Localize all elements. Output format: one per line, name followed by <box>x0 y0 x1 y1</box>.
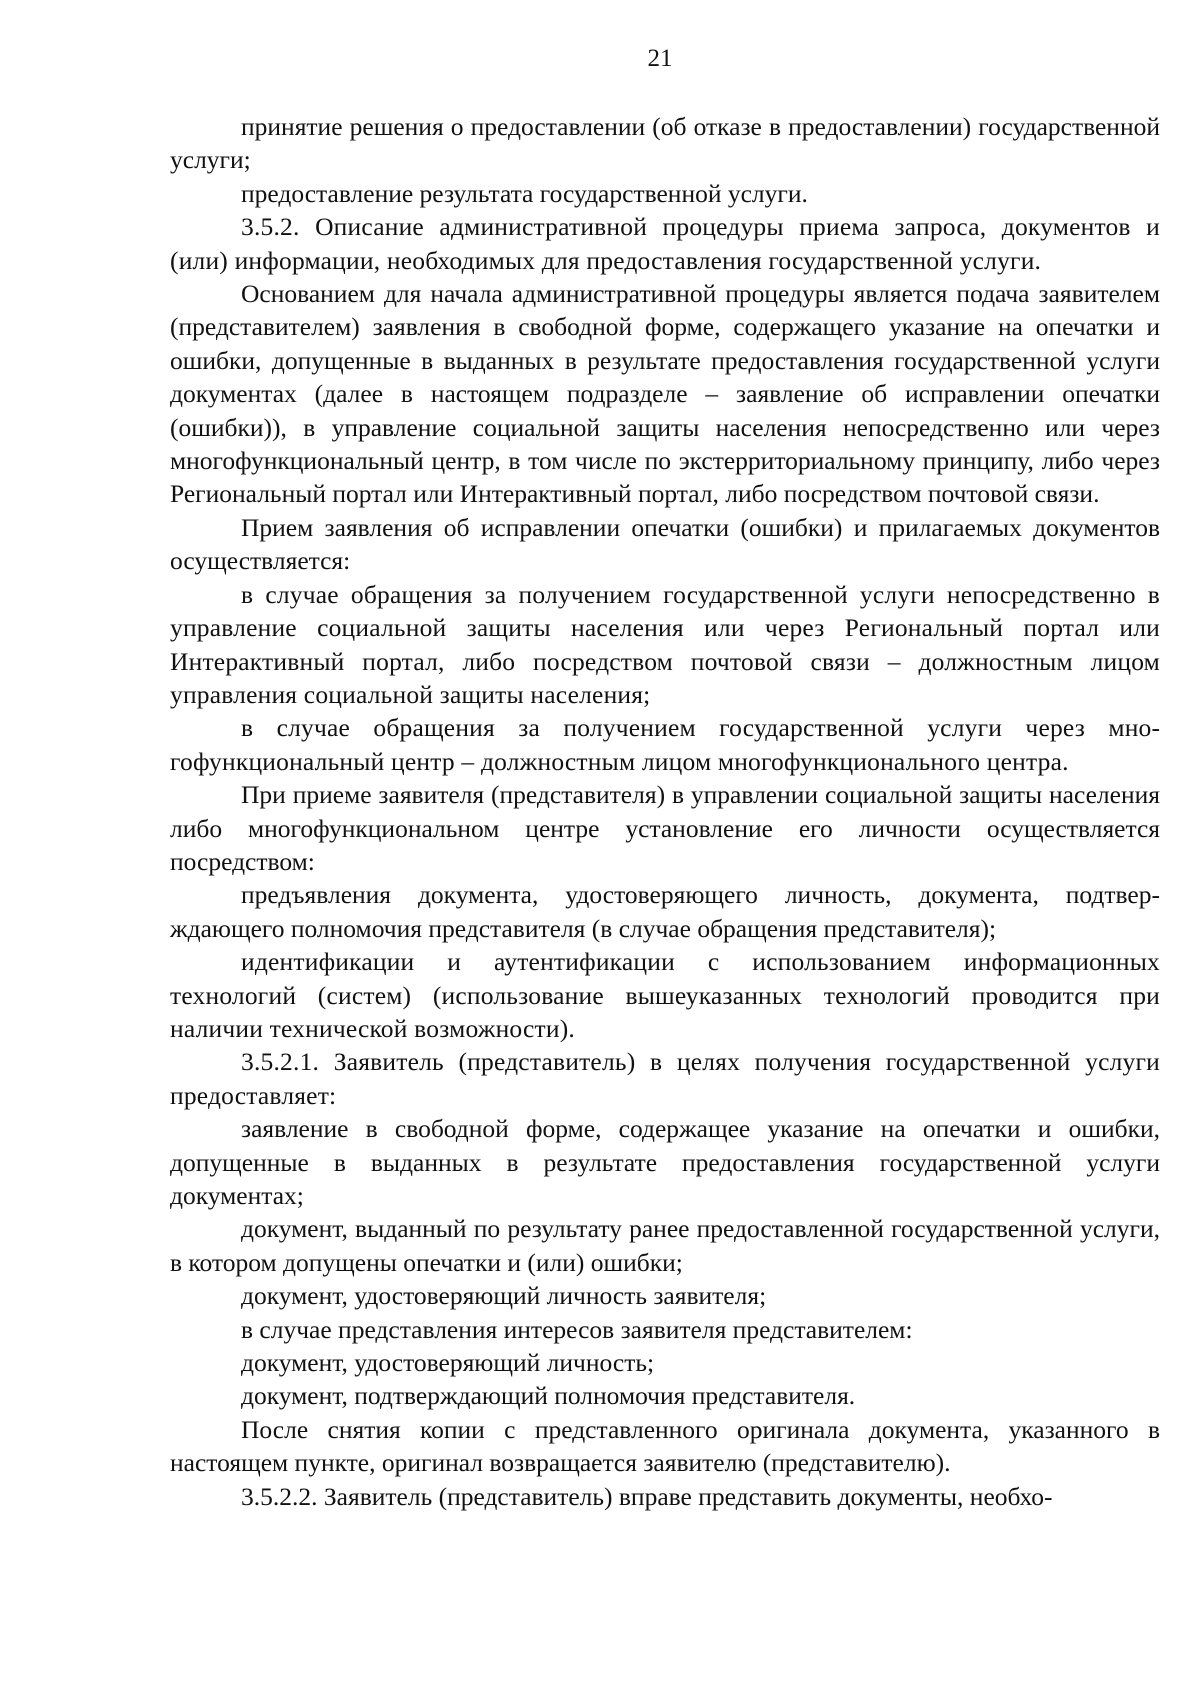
paragraph-result-provision: предоставление результата государственной услуги. <box>241 178 808 208</box>
paragraph-decision: принятие решения о предоставлении (об отказе в предоставлении) государственной услуги; <box>170 112 1160 175</box>
page-number: 21 <box>647 45 673 72</box>
paragraph-identification: идентификации и аутентификации с использованием информационных технологий (систем) (использование вышеуказанных технологий проводится при наличии технической возможности). <box>170 947 1160 1043</box>
paragraph-case-direct: в случае обращения за получением государственной услуги непосредственно в управление социальной защиты населения или через Региональный портал или Интерактивный портал, либо посредством почтовой связи – должностным лицом управления социальной защиты населения; <box>170 579 1160 709</box>
paragraph-case-mfc: в случае обращения за получением государственной услуги через многофункциональный центр – должностным лицом многофункционального центра. <box>170 713 1160 776</box>
body-text <box>170 110 1160 1513</box>
paragraph-issued-document: документ, выданный по результату ранее предоставленной государственной услуги, в котором допущены опечатки и (или) ошибки; <box>170 1214 1160 1277</box>
paragraph-application-free-form: заявление в свободной форме, содержащее указание на опечатки и ошибки, допущенные в выданных в результате предоставления государственной услуги документах; <box>170 1114 1160 1210</box>
paragraph-applicant-id: документ, удостоверяющий личность заявителя; <box>241 1281 767 1311</box>
paragraph-authority-document: документ, подтверждающий полномочия представителя. <box>241 1381 856 1411</box>
paragraph-reception: Прием заявления об исправлении опечатки (ошибки) и прилагаемых документов осуществляется: <box>170 512 1160 576</box>
paragraph-grounds: Основанием для начала административной процедуры является подача заявителем (представителем) заявления в свободной форме, содержащего указание на опечатки и ошибки, допущенные в выданных в результате предоставления государственной услуги документах (далее в настоящем подразделе – заявление об исправлении опечатки (ошибки)), в управление социальной защиты населения непосредственно или через многофункциональный центр, в том числе по экстерриториальному принципу, либо через Региональный портал или Интерактивный портал, либо посредством почтовой связи. <box>170 279 1160 509</box>
paragraph-3-5-2: 3.5.2. Описание административной процедуры приема запроса, документов и (или) информации, необходимых для предоставления государственной услуги. <box>170 212 1160 275</box>
paragraph-3-5-2-2: 3.5.2.2. Заявитель (представитель) вправе представить документы, необхо- <box>241 1481 1053 1511</box>
paragraph-identity-document: документ, удостоверяющий личность; <box>241 1348 655 1378</box>
paragraph-representative-case: в случае представления интересов заявителя представителем: <box>241 1314 913 1344</box>
paragraph-3-5-2-1: 3.5.2.1. Заявитель (представитель) в целях получения государственной услуги предоставляет: <box>170 1047 1160 1110</box>
paragraph-copy-return: После снятия копии с представленного оригинала документа, указанного в настоящем пункте, оригинал возвращается заявителю (представителю). <box>170 1414 1160 1478</box>
paragraph-identity-establishment: При приеме заявителя (представителя) в управлении социальной защиты населения либо многофункциональном центре установление его личности осуществляется посредством: <box>170 780 1160 876</box>
paragraph-document-presentation: предъявления документа, удостоверяющего личность, документа, подтверждающего полномочия представителя (в случае обращения представителя); <box>170 880 1160 943</box>
